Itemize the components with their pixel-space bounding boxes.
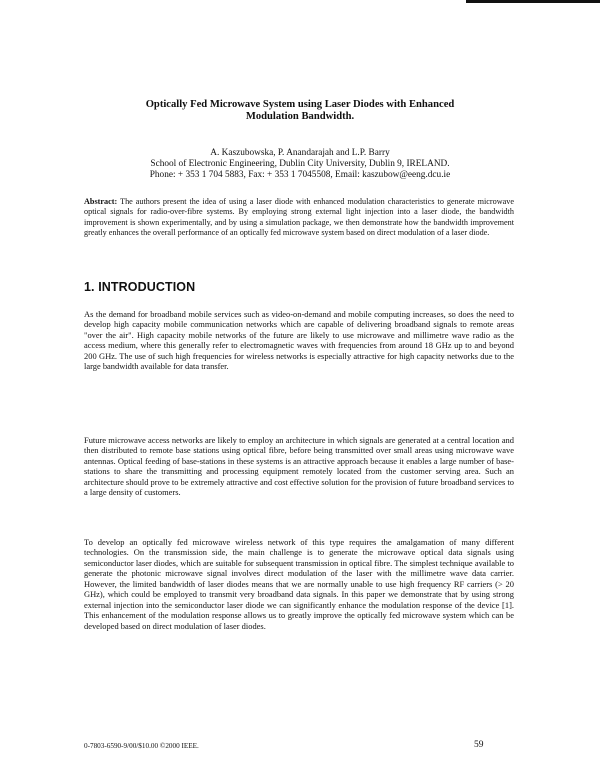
author-names: A. Kaszubowska, P. Anandarajah and L.P. Barry	[210, 148, 390, 158]
section-heading: 1. INTRODUCTION	[84, 280, 196, 294]
abstract-label: Abstract:	[84, 197, 118, 206]
title-line-2: Modulation Bandwidth.	[245, 110, 355, 122]
contact-info: Phone: + 353 1 704 5883, Fax: + 353 1 7045508, Email: kaszubow@eeng.dcu.ie	[149, 169, 451, 180]
paragraph-1: As the demand for broadband mobile services such as video-on-demand and mobile computing increases, so does the need to develop high capacity mobile communication networks which are capable of delivering broadband signals to remote areas "over the air". High capacity mobile networks of the future are likely to use microwave and millimetre wave radio as the access medium, where this generally refer to electromagnetic waves with frequencies from around 18 GHz up to and beyond 200 GHz. The use of such high frequencies for wireless networks is especially attractive for high capacity networks due to the large bandwidth available for data transfer.	[84, 309, 514, 372]
affiliation: School of Electronic Engineering, Dublin City University, Dublin 9, IRELAND.	[150, 158, 450, 169]
author-block	[0, 148, 600, 180]
paragraph-3: To develop an optically fed microwave wireless network of this type requires the amalgamation of many different technologies. On the transmission side, the main challenge is to generate the microwave optical data signals using semiconductor laser diodes, which are suitable for subsequent transmission in optical fibre. The simplest technique available to generate the photonic microwave signal involves direct modulation of the laser with the millimetre wave data carrier. However, the limited bandwidth of laser diodes means that we are normally unable to use high frequency RF carriers (> 20 GHz), which could be employed to transmit very broadband data signals. In this paper we demonstrate that by using strong external injection into the semiconductor laser diode we can significantly enhance the modulation response of the device [1]. This enhancement of the modulation response allows us to greatly improve the optically fed microwave system which can be developed based on direct modulation of laser diodes.	[84, 537, 514, 631]
header-rule	[466, 0, 600, 3]
abstract-text: The authors present the idea of using a laser diode with enhanced modulation characteristics to generate microwave optical signals for radio-over-fibre systems. By employing strong external light injection into a laser diode, the bandwidth improvement is shown experimentally, and by using a simulation package, we then demonstrate how the bandwidth improvement greatly enhances the overall performance of an optically fed microwave system based on direct modulation of a laser diode.	[84, 197, 514, 238]
page-number: 59	[474, 740, 484, 750]
copyright-footer: 0-7803-6590-9/00/$10.00 ©2000 IEEE.	[84, 742, 199, 750]
paragraph-2: Future microwave access networks are likely to employ an architecture in which signals are generated at a central location and then distributed to remote base stations using optical fibre, before being transmitted over small areas using microwave wave antennas. Optical feeding of base-stations in these systems is an attractive approach because it enables a large number of base-stations to share the transmitting and processing equipment remotely located from the customer serving area. Such an architecture should prove to be extremely attractive and cost effective solution for the provision of future broadband services to a large density of customers.	[84, 435, 515, 498]
abstract	[84, 197, 514, 239]
title-line-1: Optically Fed Microwave System using Laser Diodes with Enhanced	[145, 99, 455, 110]
paper-title	[60, 99, 540, 122]
